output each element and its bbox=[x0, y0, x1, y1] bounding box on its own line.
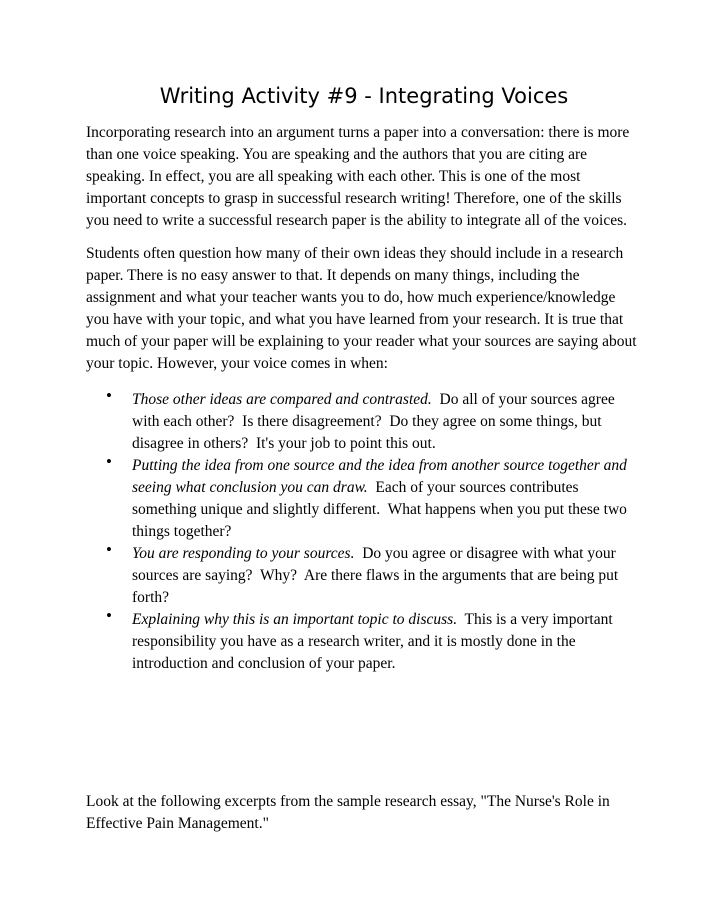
bullet-icon: • bbox=[106, 386, 112, 405]
list-item-text: Do all of your sources agree with each other? Is there disagreement? Do they agree on some things, but disagree in others? It's your job to point this out. bbox=[132, 391, 619, 452]
list-item bbox=[106, 606, 642, 675]
list-item-lead: Explaining why this is an important topic to discuss. bbox=[132, 611, 458, 628]
list-item-text: This is a very important responsibility you have as a research writer, and it is mostly done in the introduction and conclusion of your paper. bbox=[132, 611, 617, 672]
list-item-text: Do you agree or disagree with what your sources are saying? Why? Are there flaws in the arguments that are being put forth? bbox=[132, 545, 623, 606]
document-page bbox=[86, 83, 642, 675]
list-item bbox=[106, 386, 642, 455]
bullet-list bbox=[86, 386, 642, 675]
intro-paragraph: Incorporating research into an argument turns a paper into a conversation: there is more than one voice speaking. You are speaking and the authors that you are citing are speaking. In effect, you are all speaking with each other. This is one of the most important concepts to grasp in successful research writing! Therefore, one of the skills you need to write a successful research paper is the ability to integrate all of the voices. bbox=[86, 124, 630, 229]
voice-paragraph: Students often question how many of their own ideas they should include in a research paper. There is no easy answer to that. It depends on many things, including the assignment and what your teacher wants you to do, how much experience/knowledge you have with your topic, and what you have learned from your research. It is true that much of your paper will be explaining to your reader what your sources are saying about your topic. However, your voice comes in when: bbox=[86, 245, 637, 372]
page-title: Writing Activity #9 - Integrating Voices bbox=[159, 84, 569, 108]
list-item-text: Each of your sources contributes something unique and slightly different. What happens when you put these two things together? bbox=[132, 479, 631, 540]
bullet-icon: • bbox=[106, 540, 112, 559]
list-item-lead: You are responding to your sources. bbox=[132, 545, 355, 562]
list-item-lead: Putting the idea from one source and the idea from another source together and seeing what conclusion you can draw. bbox=[132, 457, 627, 496]
list-item bbox=[106, 452, 642, 543]
bullet-icon: • bbox=[106, 606, 112, 625]
list-item-lead: Those other ideas are compared and contrasted. bbox=[132, 391, 432, 408]
bullet-icon: • bbox=[106, 452, 112, 471]
list-item bbox=[106, 540, 642, 609]
closing-paragraph: Look at the following excerpts from the sample research essay, "The Nurse's Role in Effective Pain Management." bbox=[86, 793, 610, 832]
